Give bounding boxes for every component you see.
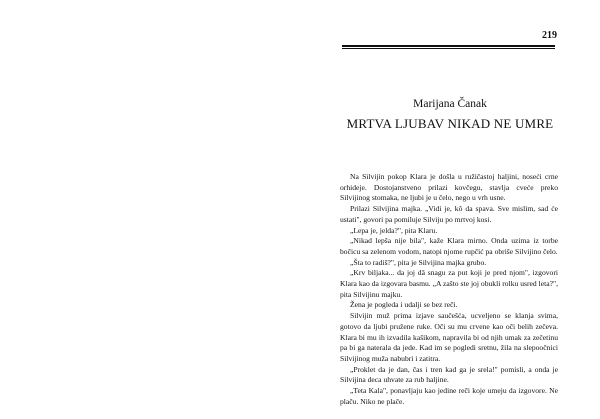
- paragraph: „Krv biljaka... da joj dâ snagu za put koji je pred njom", izgovori Klara kao da izgovara basmu. „A zašto ste joj obukli rolku usred leta?", pita Silvijinu majku.: [340, 268, 558, 299]
- paragraph: „Nikad lepša nije bila", kaže Klara mirno. Onda uzima iz torbe bočicu sa zelenom vodom, natopi njome rupčić pa obriše Silvijino čelo.: [340, 236, 558, 256]
- header-rule: [342, 45, 555, 49]
- paragraph: „Proklet da je dan, čas i tren kad ga je srela!" pomisli, a onda je Silvijina deca uhvate za rub haljine.: [340, 364, 558, 385]
- book-page: [300, 0, 600, 419]
- paragraph: Prilazi Silvijina majka. „Vidi je, kô da spava. Sve mislim, sad će ustati", govori pa pomiluje Silviju po mrtvoj kosi.: [340, 204, 558, 224]
- story-body: [340, 172, 558, 407]
- paragraph: „Šta to radiš?", pita je Silvijina majka grubo.: [350, 257, 487, 267]
- author-name: Marijana Čanak: [413, 98, 487, 110]
- paragraph: Silvijin muž prima izjave saučešća, ucveljeno se klanja svima, gotovo da ljubi pružene ruke. Oči su mu crvene kao oči belih zečeva. Klara bi mu ih izvadila kašikom, napravila bi od njih umak za zečetinu pa bi ga naterala da jede. Kad im se pogledi sretnu, žila na slepoočnici Silvijinog muža nabubri i zatitra.: [340, 311, 558, 363]
- paragraph: „Teta Kala", ponavljaju kao jedine reči koje umeju da izgovore. Ne plaču. Niko ne plače.: [340, 386, 558, 406]
- page-number: 219: [542, 30, 557, 41]
- paragraph: „Lepa je, jelda?", pita Klaru.: [350, 225, 438, 235]
- story-title: MRTVA LJUBAV NIKAD NE UMRE: [346, 116, 554, 131]
- paragraph: Žena je pogleda i udalji se bez reči.: [350, 300, 458, 310]
- paragraph: Na Silvijin pokop Klara je došla u ružičastoj haljini, noseći crne orhideje. Dostojanstveno prilazi kovčegu, stavlja cveće preko Silvijinog stomaka, ne ljubi je u čelo, nego u vrh usne.: [340, 172, 558, 203]
